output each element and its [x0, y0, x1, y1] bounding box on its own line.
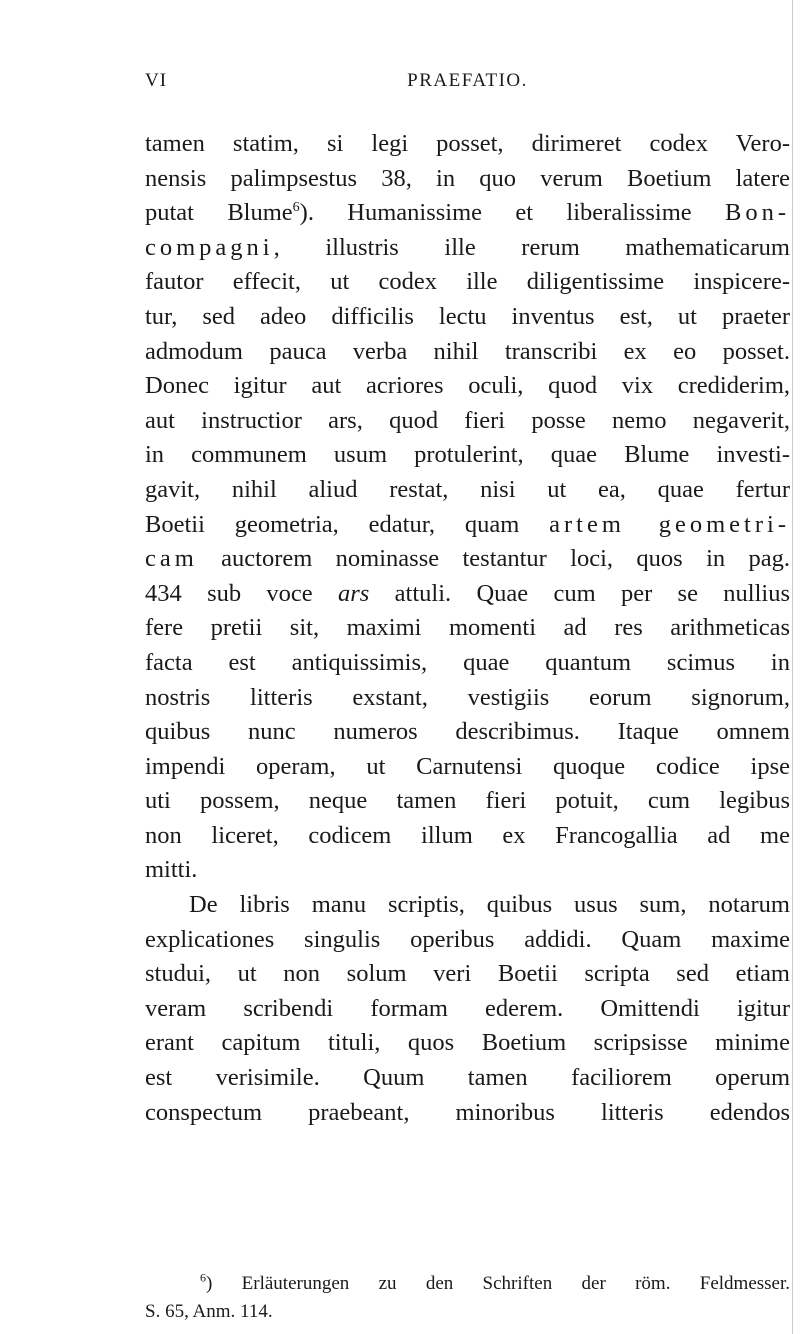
text-line: aut instructior ars, quod fieri posse nemo negaverit, [145, 406, 790, 434]
text-line: gavit, nihil aliud restat, nisi ut ea, quae fertur [145, 475, 790, 503]
page-number: VI [145, 70, 168, 91]
running-header [145, 70, 790, 100]
text-run: 434 sub voce [145, 579, 338, 607]
text-line: mitti. [145, 856, 198, 884]
text-run: Boetii geometria, edatur, quam [145, 510, 550, 538]
footnote [145, 1270, 790, 1326]
spaced-name: Bon- [724, 199, 790, 227]
text-line: explicationes singulis operibus addidi. Quam maxime [145, 925, 790, 953]
text-line: quibus nunc numeros describimus. Itaque omnem [145, 718, 790, 746]
text-run: , illustris ille rerum mathematicarum [273, 233, 790, 261]
italic-term: ars [338, 579, 370, 607]
text-line: in communem usum protulerint, quae Blume investi- [145, 441, 790, 469]
text-line [145, 508, 790, 543]
text-line: fautor effecit, ut codex ille diligentissime inspicere- [145, 268, 790, 296]
text-line: tamen statim, si legi posset, dirimeret codex Vero- [145, 130, 790, 157]
text-line: erant capitum tituli, quos Boetium scripsisse minime [145, 1029, 790, 1057]
spaced-term: cam [145, 545, 198, 573]
footnote-marker: 6 [200, 1270, 206, 1285]
text-line: fere pretii sit, maximi momenti ad res arithmeticas [145, 614, 790, 642]
page-edge-line [792, 0, 793, 1334]
text-line: conspectum praebeant, minoribus litteris edendos [145, 1098, 790, 1126]
text-line [145, 542, 790, 577]
text-line: studui, ut non solum veri Boetii scripta sed etiam [145, 960, 790, 988]
text-line: veram scribendi formam ederem. Omittendi igitur [145, 994, 790, 1022]
body-text [145, 127, 790, 1130]
text-line: impendi operam, ut Carnutensi quoque codice ipse [145, 752, 790, 780]
text-line: Donec igitur aut acriores oculi, quod vix crediderim, [145, 372, 790, 400]
text-line: nensis palimpsestus 38, in quo verum Boetium latere [145, 164, 790, 192]
text-line: non liceret, codicem illum ex Francogallia ad me [145, 821, 790, 849]
text-line [145, 231, 790, 266]
text-line: De libris manu scriptis, quibus usus sum, notarum [189, 891, 790, 919]
footnote-text: ) Erläuterungen zu den Schriften der röm. Feldmesser. [206, 1273, 790, 1294]
text-line: facta est antiquissimis, quae quantum scimus in [145, 648, 790, 676]
text-run: auctorem nominasse testantur loci, quos in pag. [197, 545, 790, 573]
text-run: ). Humanissime et liberalissime [299, 199, 725, 227]
spaced-name: compagni [145, 233, 274, 261]
text-run: attuli. Quae cum per se nullius [369, 579, 790, 607]
text-line: tur, sed adeo difficilis lectu inventus est, ut praeter [145, 302, 790, 330]
text-line: admodum pauca verba nihil transcribi ex eo posset. [145, 337, 790, 365]
running-title: PRAEFATIO. [407, 70, 528, 91]
text-line: est verisimile. Quum tamen faciliorem operum [145, 1064, 790, 1092]
text-line [145, 577, 790, 612]
footnote-line [145, 1270, 790, 1298]
text-line: nostris litteris exstant, vestigiis eorum signorum, [145, 683, 790, 711]
footnote-line: S. 65, Anm. 114. [145, 1301, 273, 1322]
spaced-term: artem geometri- [549, 510, 790, 538]
footnote-reference[interactable]: 6 [292, 200, 300, 216]
text-line [145, 196, 790, 231]
text-line: uti possem, neque tamen fieri potuit, cum legibus [145, 787, 790, 815]
text-run: putat Blume [145, 199, 293, 227]
